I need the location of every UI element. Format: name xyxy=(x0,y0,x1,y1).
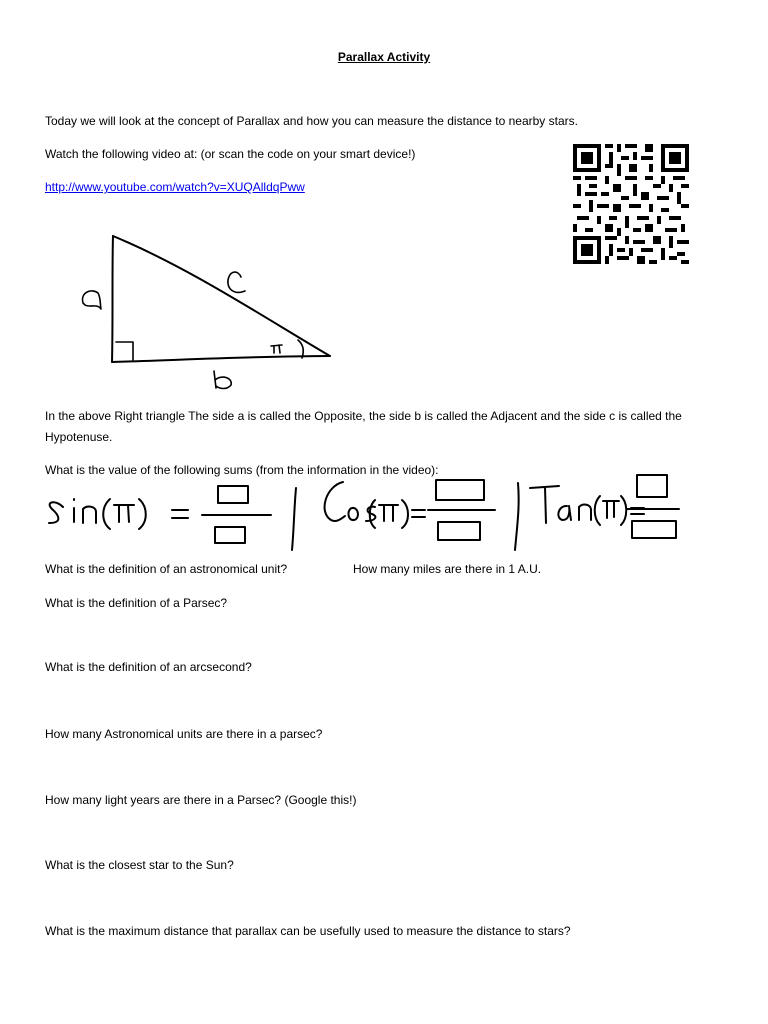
question-closest-star: What is the closest star to the Sun? xyxy=(45,858,234,872)
question-au-definition: What is the definition of an astronomical unit? xyxy=(45,562,288,576)
video-link[interactable]: http://www.youtube.com/watch?v=XUQAlldqPww xyxy=(45,180,305,194)
page-title: Parallax Activity xyxy=(337,50,431,64)
question-arcsecond-definition: What is the definition of an arcsecond? xyxy=(45,660,252,674)
triangle-description: In the above Right triangle The side a is called the Opposite, the side b is called the Adjacent and the side c is called the Hypotenuse. xyxy=(45,409,682,444)
question-ly-in-parsec: How many light years are there in a Parsec? (Google this!) xyxy=(45,793,357,807)
question-parsec-definition: What is the definition of a Parsec? xyxy=(45,596,228,610)
intro-text: Today we will look at the concept of Parallax and how you can measure the distance to nearby stars. xyxy=(45,114,578,128)
sums-prompt: What is the value of the following sums (from the information in the video): xyxy=(45,463,439,477)
question-max-distance: What is the maximum distance that parallax can be usefully used to measure the distance to stars? xyxy=(45,924,571,938)
question-au-in-parsec: How many Astronomical units are there in a parsec? xyxy=(45,727,323,741)
question-miles-in-au: How many miles are there in 1 A.U. xyxy=(353,562,542,576)
handwritten-trig-formulas xyxy=(0,470,768,560)
watch-prompt: Watch the following video at: (or scan the code on your smart device!) xyxy=(45,147,416,161)
right-triangle-diagram xyxy=(0,0,768,400)
